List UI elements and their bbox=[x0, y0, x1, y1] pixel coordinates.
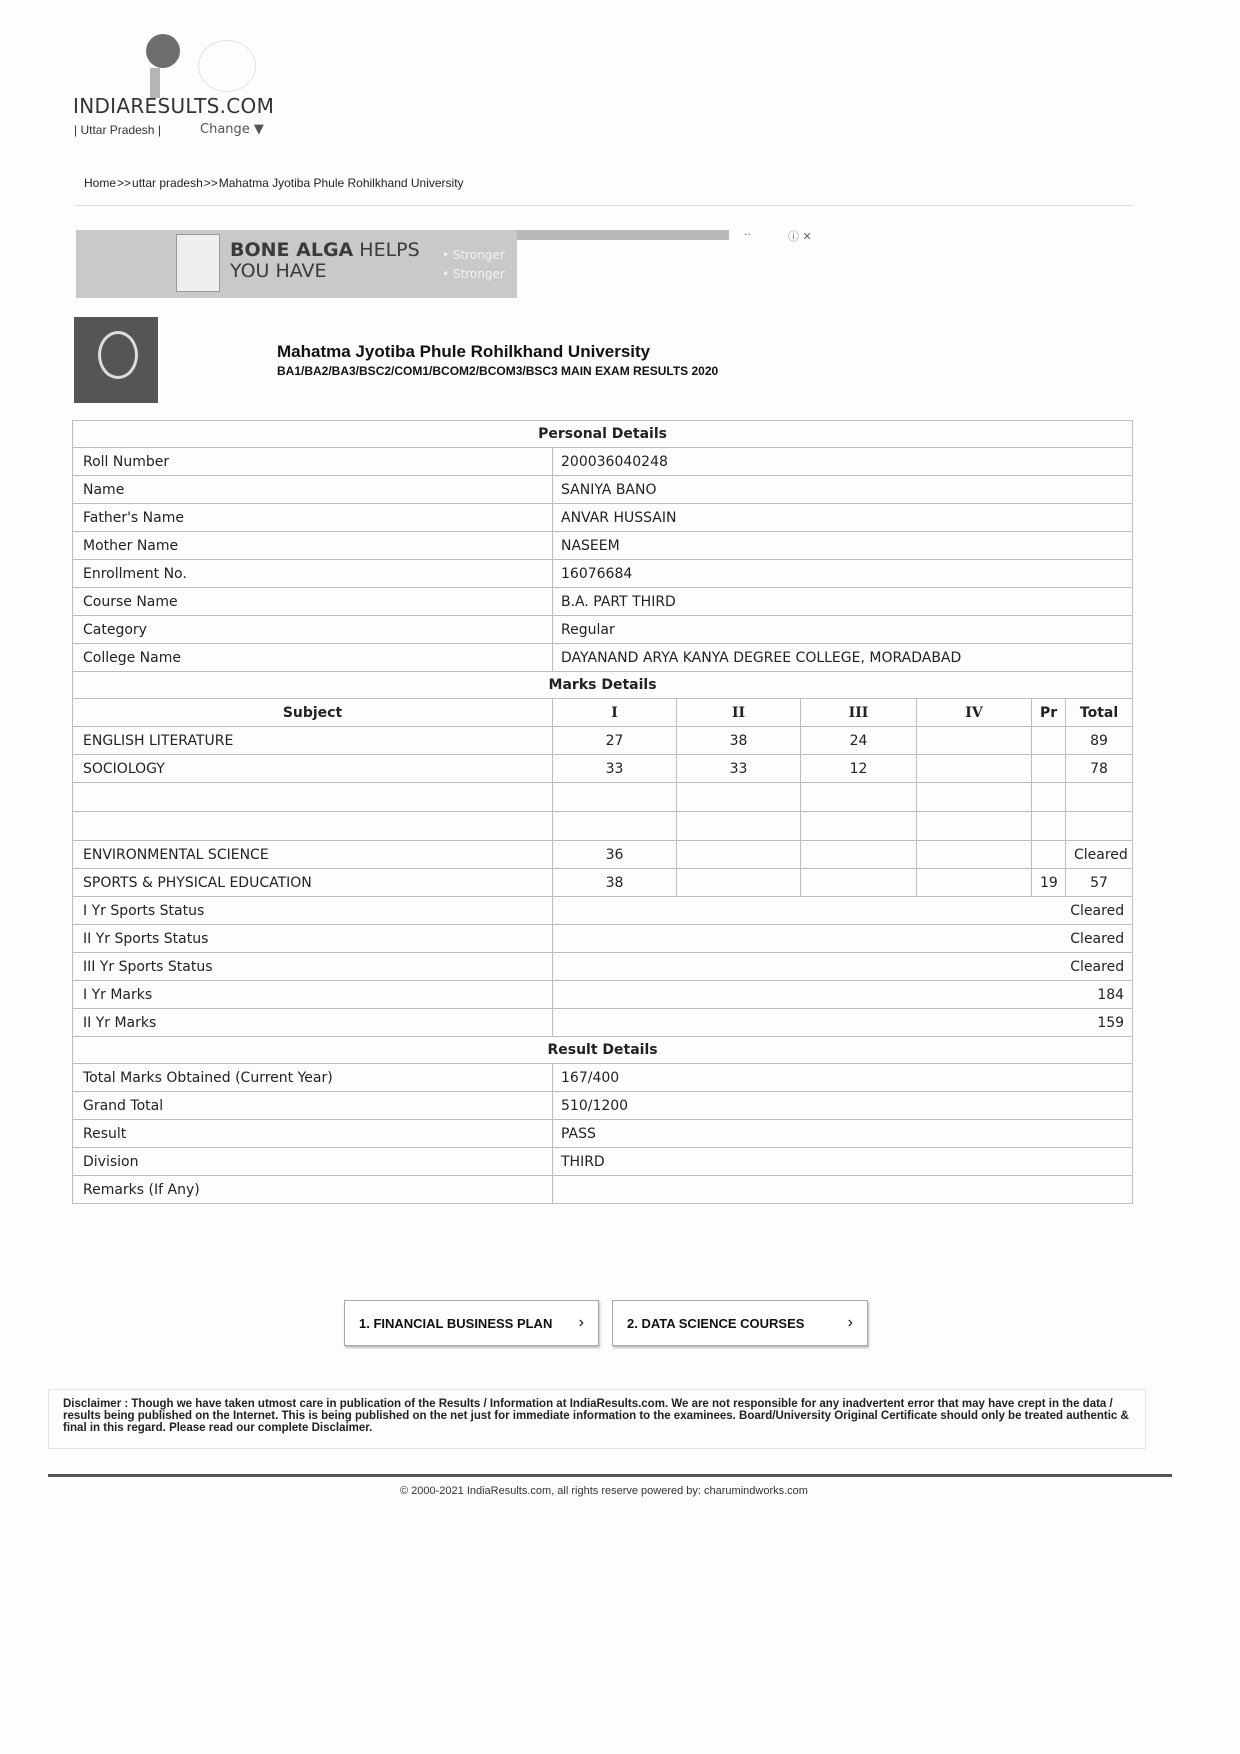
marks-iii: 24 bbox=[801, 727, 917, 755]
financial-business-plan-button[interactable] bbox=[344, 1300, 599, 1346]
field-label: Father's Name bbox=[73, 504, 553, 532]
field-label: Course Name bbox=[73, 588, 553, 616]
ad-bullet: • Stronger bbox=[442, 248, 505, 262]
field-value: 200036040248 bbox=[553, 448, 1133, 476]
marks-iv bbox=[917, 841, 1032, 869]
marks-header-row bbox=[73, 699, 1133, 727]
marks-total: 57 bbox=[1066, 869, 1133, 897]
breadcrumb-separator: >> bbox=[203, 176, 218, 190]
status-row bbox=[73, 981, 1133, 1009]
status-label: II Yr Marks bbox=[73, 1009, 553, 1037]
footer-divider bbox=[48, 1474, 1172, 1477]
marks-iv bbox=[917, 727, 1032, 755]
marks-pr bbox=[1032, 727, 1066, 755]
marks-iv bbox=[917, 755, 1032, 783]
ad-close-icon[interactable]: ⓘ ✕ bbox=[788, 230, 812, 243]
field-value: NASEEM bbox=[553, 532, 1133, 560]
result-label: Grand Total bbox=[73, 1092, 553, 1120]
ad-bullet: • Stronger bbox=[442, 267, 505, 281]
field-label: Roll Number bbox=[73, 448, 553, 476]
ad-headline-line2: YOU HAVE bbox=[230, 260, 327, 282]
marks-pr: 19 bbox=[1032, 869, 1066, 897]
marks-iii bbox=[801, 869, 917, 897]
status-label: I Yr Sports Status bbox=[73, 897, 553, 925]
chevron-right-icon: › bbox=[578, 1314, 584, 1331]
ad-headline bbox=[230, 240, 420, 282]
field-value: ANVAR HUSSAIN bbox=[553, 504, 1133, 532]
marks-iii bbox=[801, 841, 917, 869]
empty-row bbox=[73, 783, 1133, 812]
ad-product-image bbox=[176, 234, 220, 292]
copyright-text: © 2000-2021 IndiaResults.com, all rights reserve powered by: charumindworks.com bbox=[400, 1485, 808, 1497]
table-row bbox=[73, 1092, 1133, 1120]
status-label: III Yr Sports Status bbox=[73, 953, 553, 981]
ad-dots-icon: ·· bbox=[744, 228, 751, 241]
table-row bbox=[73, 504, 1133, 532]
marks-i: 27 bbox=[553, 727, 677, 755]
personal-details-heading: Personal Details bbox=[73, 421, 1133, 448]
result-value bbox=[553, 1176, 1133, 1204]
table-row bbox=[73, 476, 1133, 504]
result-label: Total Marks Obtained (Current Year) bbox=[73, 1064, 553, 1092]
breadcrumb-home[interactable]: Home bbox=[84, 176, 117, 190]
data-science-courses-button[interactable] bbox=[612, 1300, 868, 1346]
marks-pr bbox=[1032, 755, 1066, 783]
emblem-wheel-icon bbox=[98, 331, 138, 379]
status-value: 159 bbox=[553, 1009, 1133, 1037]
breadcrumb-university[interactable]: Mahatma Jyotiba Phule Rohilkhand University bbox=[218, 176, 464, 190]
subject-name: ENGLISH LITERATURE bbox=[73, 727, 553, 755]
breadcrumb-state[interactable]: uttar pradesh bbox=[132, 176, 203, 190]
status-value: Cleared bbox=[553, 953, 1133, 981]
marks-i: 38 bbox=[553, 869, 677, 897]
status-row bbox=[73, 925, 1133, 953]
field-value: B.A. PART THIRD bbox=[553, 588, 1133, 616]
marks-ii bbox=[677, 869, 801, 897]
marks-iii: 12 bbox=[801, 755, 917, 783]
chevron-right-icon: › bbox=[847, 1314, 853, 1331]
status-value: Cleared bbox=[553, 897, 1133, 925]
university-emblem bbox=[74, 317, 158, 403]
disclaimer-link[interactable]: Disclaimer. bbox=[311, 1422, 373, 1434]
breadcrumb-separator: >> bbox=[117, 176, 132, 190]
status-row bbox=[73, 897, 1133, 925]
marks-total: Cleared bbox=[1066, 841, 1133, 869]
field-label: Enrollment No. bbox=[73, 560, 553, 588]
change-state-link[interactable]: Change ▼ bbox=[200, 122, 264, 137]
marks-ii bbox=[677, 841, 801, 869]
table-row bbox=[73, 1176, 1133, 1204]
table-row bbox=[73, 1148, 1133, 1176]
disclaimer-box bbox=[48, 1389, 1146, 1449]
university-name: Mahatma Jyotiba Phule Rohilkhand University bbox=[277, 342, 651, 361]
column-header-total: Total bbox=[1066, 699, 1133, 727]
subject-row bbox=[73, 727, 1133, 755]
field-value: SANIYA BANO bbox=[553, 476, 1133, 504]
status-label: I Yr Marks bbox=[73, 981, 553, 1009]
ad-bullets bbox=[442, 246, 505, 284]
subject-name: SOCIOLOGY bbox=[73, 755, 553, 783]
site-logo-icon[interactable] bbox=[146, 34, 180, 68]
column-header-subject: Subject bbox=[73, 699, 553, 727]
breadcrumb bbox=[84, 176, 464, 190]
result-value: 167/400 bbox=[553, 1064, 1133, 1092]
result-value: THIRD bbox=[553, 1148, 1133, 1176]
status-label: II Yr Sports Status bbox=[73, 925, 553, 953]
table-row bbox=[73, 448, 1133, 476]
field-value: Regular bbox=[553, 616, 1133, 644]
marks-ii: 33 bbox=[677, 755, 801, 783]
marks-total: 78 bbox=[1066, 755, 1133, 783]
table-row bbox=[73, 644, 1133, 672]
column-header-iv: IV bbox=[917, 699, 1032, 727]
advertisement-banner[interactable] bbox=[76, 230, 517, 298]
result-value: 510/1200 bbox=[553, 1092, 1133, 1120]
column-header-i: I bbox=[553, 699, 677, 727]
marks-ii: 38 bbox=[677, 727, 801, 755]
column-header-pr: Pr bbox=[1032, 699, 1066, 727]
breadcrumb-divider bbox=[74, 205, 1134, 206]
marks-details-heading: Marks Details bbox=[73, 672, 1133, 699]
result-label: Division bbox=[73, 1148, 553, 1176]
exam-title: BA1/BA2/BA3/BSC2/COM1/BCOM2/BCOM3/BSC3 MAIN EXAM RESULTS 2020 bbox=[277, 364, 719, 378]
marks-iv bbox=[917, 869, 1032, 897]
field-value: 16076684 bbox=[553, 560, 1133, 588]
ad-banner-strip bbox=[517, 230, 729, 240]
table-row bbox=[73, 588, 1133, 616]
marks-pr bbox=[1032, 841, 1066, 869]
table-row bbox=[73, 532, 1133, 560]
result-details-heading: Result Details bbox=[73, 1037, 1133, 1064]
subject-name: ENVIRONMENTAL SCIENCE bbox=[73, 841, 553, 869]
table-row bbox=[73, 616, 1133, 644]
subject-name: SPORTS & PHYSICAL EDUCATION bbox=[73, 869, 553, 897]
state-map-icon bbox=[198, 40, 256, 92]
subject-row bbox=[73, 755, 1133, 783]
result-label: Remarks (If Any) bbox=[73, 1176, 553, 1204]
result-label: Result bbox=[73, 1120, 553, 1148]
subject-row bbox=[73, 869, 1133, 897]
status-value: Cleared bbox=[553, 925, 1133, 953]
status-value: 184 bbox=[553, 981, 1133, 1009]
table-row bbox=[73, 560, 1133, 588]
field-label: Mother Name bbox=[73, 532, 553, 560]
state-label: | Uttar Pradesh | bbox=[74, 123, 161, 137]
site-name[interactable]: INDIARESULTS.COM bbox=[73, 94, 275, 118]
field-label: Name bbox=[73, 476, 553, 504]
empty-row bbox=[73, 812, 1133, 841]
result-table bbox=[72, 420, 1133, 1204]
result-value: PASS bbox=[553, 1120, 1133, 1148]
marks-total: 89 bbox=[1066, 727, 1133, 755]
table-row bbox=[73, 1064, 1133, 1092]
field-label: Category bbox=[73, 616, 553, 644]
column-header-iii: III bbox=[801, 699, 917, 727]
field-label: College Name bbox=[73, 644, 553, 672]
status-row bbox=[73, 1009, 1133, 1037]
field-value: DAYANAND ARYA KANYA DEGREE COLLEGE, MORADABAD bbox=[553, 644, 1133, 672]
ad-headline-rest: HELPS bbox=[359, 239, 420, 261]
button-label: 1. FINANCIAL BUSINESS PLAN bbox=[359, 1315, 553, 1331]
status-row bbox=[73, 953, 1133, 981]
table-row bbox=[73, 1120, 1133, 1148]
subject-row bbox=[73, 841, 1133, 869]
column-header-ii: II bbox=[677, 699, 801, 727]
button-label: 2. DATA SCIENCE COURSES bbox=[627, 1315, 805, 1331]
marks-i: 36 bbox=[553, 841, 677, 869]
disclaimer-text: Disclaimer : Though we have taken utmost care in publication of the Results / Information at IndiaResults.com. We are not responsible for any inadvertent error that may have crept in the data / results being published on the Internet. This is being published on the net just for immediate information to the examinees. Board/University Original Certificate should only be treated authentic & final in this regard. Please read our complete bbox=[63, 1398, 1129, 1434]
marks-i: 33 bbox=[553, 755, 677, 783]
ad-headline-bold: BONE ALGA bbox=[230, 239, 354, 261]
